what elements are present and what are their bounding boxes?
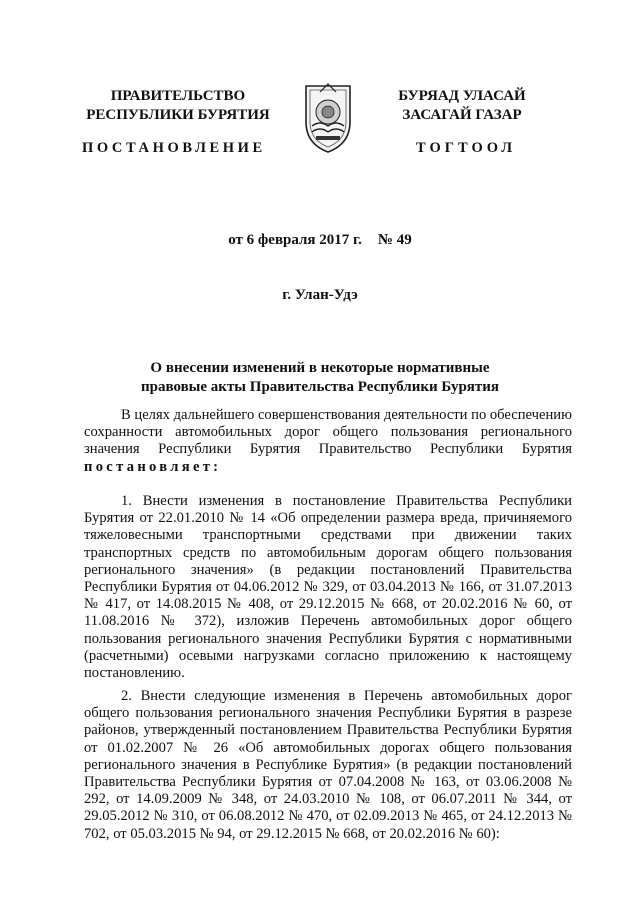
date-line — [0, 232, 640, 249]
document-date: от 6 февраля 2017 г. — [228, 232, 362, 248]
decree-word: постановляет: — [84, 458, 222, 475]
coat-of-arms-icon — [300, 82, 356, 154]
document-title — [0, 359, 640, 397]
paragraph-1-text: 1. Внести изменения в постановление Правительства Республики Бурятия от 22.01.2010 № 14 «Об определении размера вреда, причиняемого тяжеловесными транспортными средствами при движении таких транспортных средств по автомобильным дорогам общего пользования регионального значения» (в редакции постановлений Правительства Республики Бурятия от 04.06.2012 № 329, от 03.04.2013 № 166, от 31.07.2013 № 417, от 14.08.2015 № 408, от 29.12.2015 № 668, от 20.02.2016 № 60, от 11.08.2016 № 372), изложив Перечень автомобильных дорог общего пользования регионального значения Республики Бурятия с нормативными (расчетными) осевыми нагрузками согласно приложению к настоящему постановлению. — [84, 493, 572, 682]
document-kind-ru: ПОСТАНОВЛЕНИЕ — [82, 140, 266, 156]
government-name-ru — [58, 87, 298, 125]
document-number: № 49 — [377, 232, 412, 248]
government-name-bua-line2: ЗАСАГАЙ ГАЗАР — [402, 107, 522, 123]
government-name-line1: ПРАВИТЕЛЬСТВО — [110, 88, 246, 104]
government-name-bua — [362, 87, 562, 125]
government-name-line2: РЕСПУБЛИКИ БУРЯТИЯ — [86, 107, 270, 123]
document-kind-bua: ТОГТООЛ — [416, 140, 517, 156]
paragraph-2-text: 2. Внести следующие изменения в Перечень автомобильных дорог общего пользования регионального значения Республики Бурятия в разрезе районов, утвержденный постановлением Правительства Республики Бурятия от 01.02.2007 № 26 «Об автомобильных дорогах общего пользования регионального значения в Республике Бурятия» (в редакции постановлений Правительства Республики Бурятия от 07.04.2008 № 163, от 03.06.2008 № 292, от 14.09.2009 № 348, от 24.03.2010 № 108, от 06.07.2011 № 344, от 29.05.2012 № 310, от 06.08.2012 № 470, от 02.09.2013 № 465, от 24.12.2013 № 702, от 05.03.2015 № 94, от 29.12.2015 № 668, от 20.02.2016 № 60): — [84, 688, 572, 842]
document-title-line2: правовые акты Правительства Республики Бурятия — [140, 379, 500, 395]
intro-text: В целях дальнейшего совершенствования деятельности по обеспечению сохранности автомобильных дорог общего пользования регионального значения Республики Бурятия Правительство Республики Бурятия — [84, 407, 572, 458]
paragraph-1 — [84, 493, 572, 682]
paragraph-2 — [84, 688, 572, 843]
city: г. Улан-Удэ — [282, 287, 358, 303]
document-title-line1: О внесении изменений в некоторые нормативные — [150, 360, 490, 376]
intro-paragraph — [84, 407, 572, 476]
government-name-bua-line1: БУРЯАД УЛАСАЙ — [398, 88, 526, 104]
